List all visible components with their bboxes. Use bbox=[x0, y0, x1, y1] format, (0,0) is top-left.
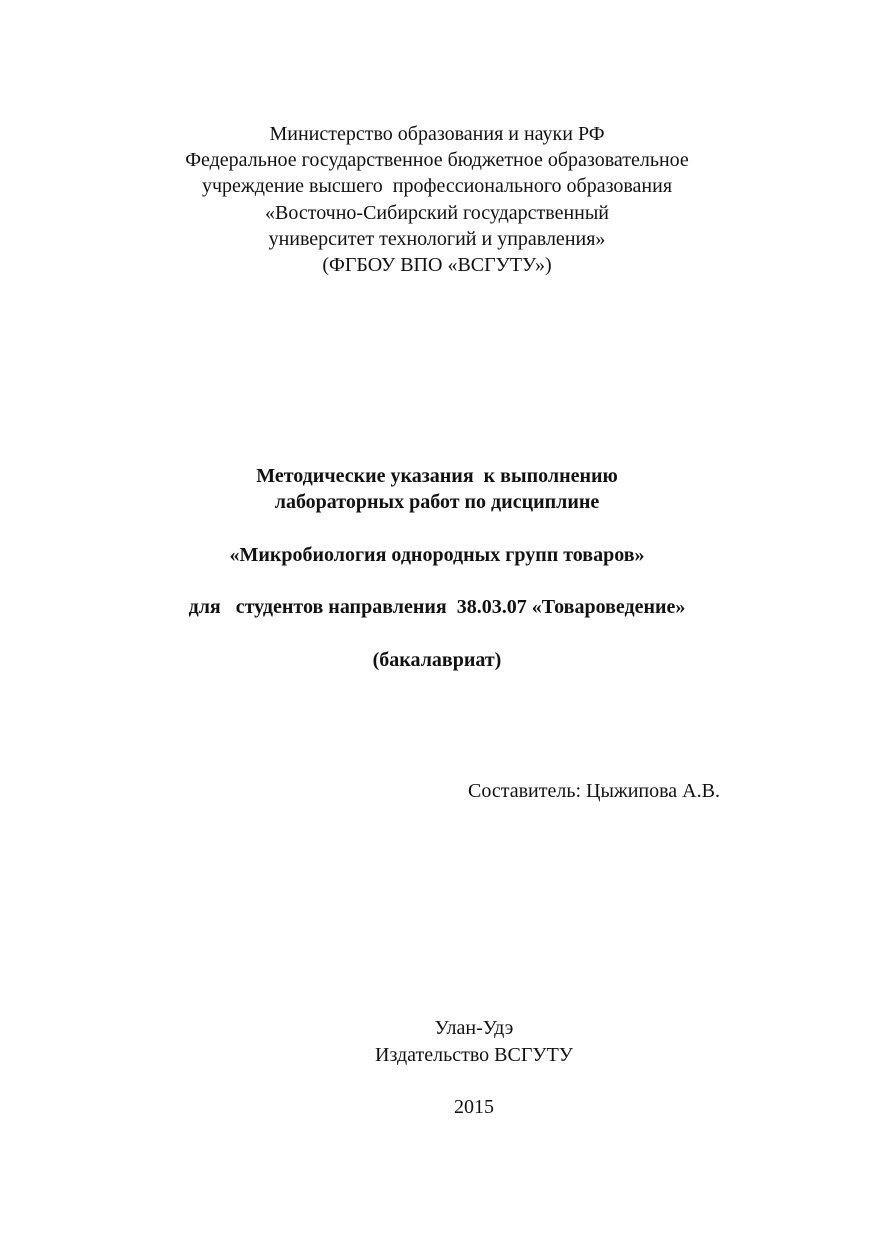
ministry-line: Министерство образования и науки РФ bbox=[269, 123, 605, 145]
discipline-name: «Микробиология однородных групп товаров» bbox=[229, 544, 645, 566]
degree-level: (бакалавриат) bbox=[372, 649, 502, 671]
audience-line: для студентов направления 38.03.07 «Товароведение» bbox=[188, 596, 686, 618]
author-line: Составитель: Цыжипова А.В. bbox=[468, 780, 720, 802]
publisher: Издательство ВСГУТУ bbox=[375, 1044, 573, 1066]
city: Улан-Удэ bbox=[434, 1017, 514, 1039]
title-line-1: Методические указания к выполнению bbox=[256, 465, 618, 487]
institution-line-3: «Восточно-Сибирский государственный bbox=[265, 202, 609, 224]
year: 2015 bbox=[454, 1096, 494, 1118]
title-line-2: лабораторных работ по дисциплине bbox=[274, 491, 600, 513]
institution-line-4: университет технологий и управления» bbox=[268, 228, 606, 250]
institution-line-1: Федеральное государственное бюджетное образовательное bbox=[185, 149, 689, 171]
institution-abbreviation: (ФГБОУ ВПО «ВСГУТУ») bbox=[322, 254, 552, 276]
institution-line-2: учреждение высшего профессионального образования bbox=[201, 175, 673, 197]
